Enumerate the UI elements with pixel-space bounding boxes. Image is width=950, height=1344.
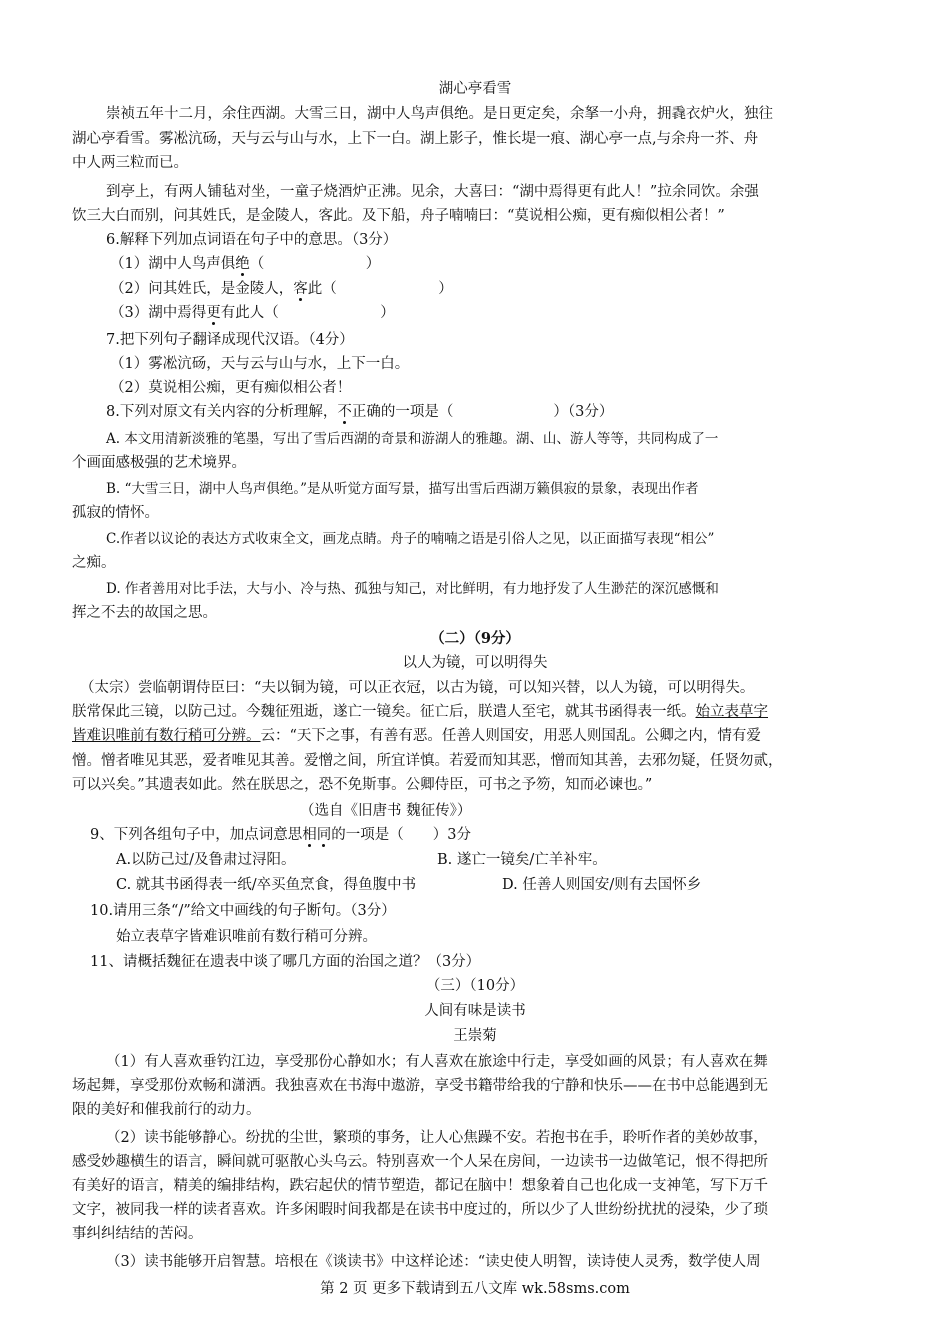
question-6-stem: 6.解释下列加点词语在句子中的意思。（3分）: [106, 232, 398, 248]
paragraph-line: 中人两三粒而已。: [72, 155, 188, 171]
paragraph-line: 憎。憎者唯见其恶，爱者唯见其善。爱憎之间，所宜详慎。若爱而知其恶，憎而知其善，去邪勿疑，任贤勿贰，: [72, 753, 783, 769]
option-c: C. 就其书函得表一纸/卒买鱼烹食，得鱼腹中书: [116, 877, 417, 893]
paragraph-line: 饮三大白而别，问其姓氏，是金陵人，客此。及下船，舟子喃喃曰：“莫说相公痴，更有痴似相公者！”: [72, 208, 725, 224]
paragraph-line: 感受妙趣横生的语言，瞬间就可驱散心头乌云。特别喜欢一个人呆在房间，一边读书一边做笔记，恨不得把所: [72, 1154, 768, 1170]
question-7-item: （1）雾凇沆砀，天与云与山与水，上下一白。: [110, 356, 410, 372]
paragraph-line: （3）读书能够开启智慧。培根在《谈读书》中这样论述：“读史使人明智，读诗使人灵秀，数学使人周: [106, 1254, 761, 1270]
paragraph-line: 皆难识唯前有数行稍可分辨。云：“天下之事，有善有恶。任善人则国安，用恶人则国乱。公卿之内，情有爱: [72, 728, 761, 744]
question-6-item: （1）湖中人鸟声俱绝（ ）: [110, 256, 381, 272]
paragraph-line: 场起舞，享受那份欢畅和潇洒。我独喜欢在书海中遨游，享受书籍带给我的宁静和快乐——在书中总能遇到无: [72, 1078, 768, 1094]
author: 王崇菊: [453, 1028, 497, 1044]
paragraph-line: （太宗）尝临朝谓侍臣曰：“夫以铜为镜，可以正衣冠，以古为镜，可以知兴替，以人为镜，可以明得失。: [80, 680, 755, 696]
paragraph-line: 到亭上，有两人铺毡对坐，一童子烧酒炉正沸。见余，大喜曰：“湖中焉得更有此人！”拉余同饮。余强: [106, 184, 759, 200]
option-a-line: A. 本文用清新淡雅的笔墨，写出了雪后西湖的奇景和游湖人的雅趣。湖、山、游人等等，共同构成了一: [106, 431, 719, 447]
option-a: A.以防己过/及鲁肃过浔阳。: [116, 852, 296, 868]
dotted-word: 绝: [235, 256, 250, 272]
paragraph-line: 朕常保此三镜，以防己过。今魏征殂逝，遂亡一镜矣。征亡后，朕遣人至宅，就其书函得表一纸。始立表草字: [72, 704, 768, 720]
paragraph-line: 事纠纠结结的苦闷。: [72, 1226, 203, 1242]
option-a-line: 个画面感极强的艺术境界。: [72, 455, 246, 471]
question-6-item: （2）问其姓氏，是金陵人，客此（ ）: [110, 281, 453, 297]
question-8-stem: 8.下列对原文有关内容的分析理解，不正确的一项是（ ）（3分）: [106, 404, 614, 420]
option-d-line: 挥之不去的故国之思。: [72, 605, 217, 621]
paragraph-line: 限的美好和催我前行的动力。: [72, 1102, 261, 1118]
underlined-sentence: 始立表草字: [695, 704, 768, 720]
question-7-item: （2）莫说相公痴，更有痴似相公者！: [110, 380, 352, 396]
dotted-word: 同: [316, 827, 332, 843]
option-c-line: C.作者以议论的表达方式收束全文，画龙点睛。舟子的喃喃之语是引俗人之见，以正面描写表现“相公”: [106, 531, 715, 547]
option-d: D. 任善人则国安/则有去国怀乡: [502, 877, 702, 893]
option-d-line: D. 作者善用对比手法，大与小、冷与热、孤独与知己，对比鲜明，有力地抒发了人生渺茫的深沉感慨和: [106, 581, 719, 597]
paragraph-line: 有美好的语言，精美的编排结构，跌宕起伏的情节塑造，都记在脑中！想象着自己也化成一支神笔，写下万千: [72, 1178, 768, 1194]
dotted-word: 不: [337, 404, 352, 420]
section-heading: （二）（9分）: [430, 630, 520, 647]
question-6-item: （3）湖中焉得更有此人（ ）: [110, 305, 395, 321]
question-10-stem: 10.请用三条“/”给文中画线的句子断句。（3分）: [90, 903, 396, 919]
underlined-sentence: 皆难识唯前有数行稍可分辨。: [72, 728, 261, 744]
option-b-line: B. “大雪三日，湖中人鸟声俱绝。”是从听觉方面写景，描写出雪后西湖万籁俱寂的景象，表现出作者: [106, 481, 699, 497]
option-b-line: 孤寂的情怀。: [72, 505, 159, 521]
passage-title: 湖心亭看雪: [438, 81, 512, 97]
dotted-word: 更: [206, 305, 221, 321]
question-10-sentence: 始立表草字皆难识唯前有数行稍可分辨。: [116, 929, 377, 945]
paragraph-line: （2）读书能够静心。纷扰的尘世，繁琐的事务，让人心焦躁不安。若抱书在手，聆听作者的美妙故事，: [106, 1130, 768, 1146]
question-7-stem: 7.把下列句子翻译成现代汉语。（4分）: [106, 332, 354, 348]
passage-title: 以人为镜，可以明得失: [402, 655, 548, 671]
paragraph-line: 湖心亭看雪。雾凇沆砀，天与云与山与水，上下一白。湖上影子，惟长堤一痕、湖心亭一点,与余舟一芥、舟: [72, 131, 759, 147]
passage-title: 人间有味是读书: [424, 1003, 526, 1019]
paragraph-line: 崇祯五年十二月，余住西湖。大雪三日，湖中人鸟声俱绝。是日更定矣，余拏一小舟，拥毳衣炉火，独往: [106, 106, 773, 122]
source-citation: （选自《旧唐书 魏征传》）: [300, 803, 472, 819]
dotted-word: 相: [302, 827, 317, 843]
question-11-stem: 11、请概括魏征在遗表中谈了哪几方面的治国之道？（3分）: [90, 954, 481, 970]
paragraph-line: 文字，被同我一样的读者喜欢。许多闲暇时间我都是在读书中度过的，所以少了人世纷纷扰扰的浸染，少了琐: [72, 1202, 768, 1218]
section-heading: （三）（10分）: [425, 978, 525, 994]
page-footer: 第 2 页 更多下载请到五八文库 wk.58sms.com: [320, 1281, 630, 1297]
option-c-line: 之痴。: [72, 555, 116, 571]
paragraph-line: （1）有人喜欢垂钓江边，享受那份心静如水；有人喜欢在旅途中行走，享受如画的风景；有人喜欢在舞: [106, 1054, 768, 1070]
question-9-stem: 9、下列各组句子中，加点词意思相同的一项是（ ）3分: [90, 827, 471, 843]
option-b: B. 遂亡一镜矣/亡羊补牢。: [437, 852, 607, 868]
dotted-word: 客: [293, 281, 308, 297]
paragraph-line: 可以兴矣。”其遗表如此。然在朕思之，恐不免斯事。公卿侍臣，可书之予笏，知而必谏也。”: [72, 777, 653, 793]
